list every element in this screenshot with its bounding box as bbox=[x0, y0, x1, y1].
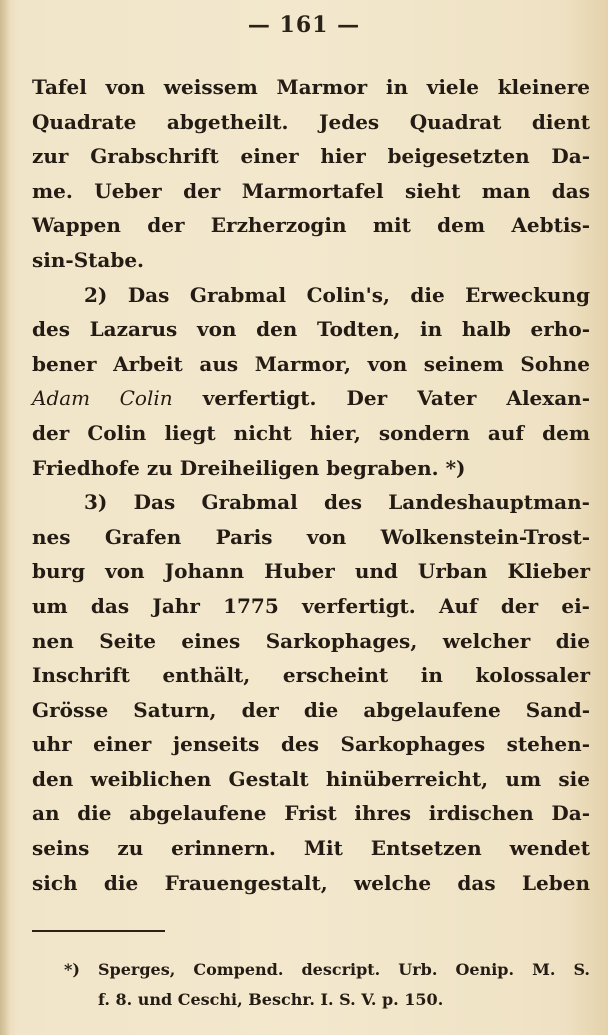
text-line: bener Arbeit aus Marmor, von seinem Sohne bbox=[32, 351, 590, 376]
page-gutter-shadow bbox=[0, 0, 10, 1035]
text-line: an die abgelaufene Frist ihres irdischen Da- bbox=[32, 801, 590, 826]
body-text bbox=[32, 70, 590, 900]
text-line: burg von Johann Huber und Urban Klieber bbox=[32, 559, 590, 584]
text-line: uhr einer jenseits des Sarkophages stehen- bbox=[32, 732, 590, 757]
paragraph-start-line: 2) Das Grabmal Colin's, die Erweckung bbox=[84, 282, 590, 307]
text-line: nes Grafen Paris von Wolkenstein-Trost- bbox=[32, 524, 590, 549]
footnote-line: f. 8. und Ceschi, Beschr. I. S. V. p. 150. bbox=[98, 990, 444, 1009]
text-line: des Lazarus von den Todten, in halb erho- bbox=[32, 317, 590, 342]
text-line: sin-Stabe. bbox=[32, 247, 145, 272]
text-line-rest: verfertigt. Der Vater Alexan- bbox=[172, 386, 590, 411]
text-line: nen Seite eines Sarkophages, welcher die bbox=[32, 628, 590, 653]
text-line: seins zu erinnern. Mit Entsetzen wendet bbox=[32, 836, 590, 861]
text-line: den weiblichen Gestalt hinüberreicht, um sie bbox=[32, 766, 590, 791]
text-line-with-italic bbox=[32, 381, 590, 416]
text-line: me. Ueber der Marmortafel sieht man das bbox=[32, 178, 590, 203]
text-line: Friedhofe zu Dreiheiligen begraben. *) bbox=[32, 455, 466, 480]
text-line: sich die Frauengestalt, welche das Leben bbox=[32, 870, 590, 895]
text-line: Inschrift enthält, erscheint in kolossaler bbox=[32, 663, 590, 688]
italic-name: Adam Colin bbox=[32, 386, 173, 411]
page-number: — 161 — bbox=[247, 12, 361, 38]
text-line: Wappen der Erzherzogin mit dem Aebtis- bbox=[32, 213, 590, 238]
footnote bbox=[32, 955, 590, 1015]
text-line: zur Grabschrift einer hier beigesetzten Da- bbox=[32, 144, 590, 169]
paragraph-start-line: 3) Das Grabmal des Landeshauptman- bbox=[84, 490, 590, 515]
footnote-separator-rule bbox=[32, 930, 165, 932]
text-line: um das Jahr 1775 verfertigt. Auf der ei- bbox=[32, 593, 590, 618]
text-line: Grösse Saturn, der die abgelaufene Sand- bbox=[32, 697, 590, 722]
text-line: Quadrate abgetheilt. Jedes Quadrat dient bbox=[32, 109, 590, 134]
text-line: Tafel von weissem Marmor in viele kleinere bbox=[32, 75, 590, 99]
footnote-line: *) Sperges, Compend. descript. Urb. Oenip. M. S. bbox=[64, 960, 590, 979]
text-line: der Colin liegt nicht hier, sondern auf dem bbox=[32, 420, 590, 445]
